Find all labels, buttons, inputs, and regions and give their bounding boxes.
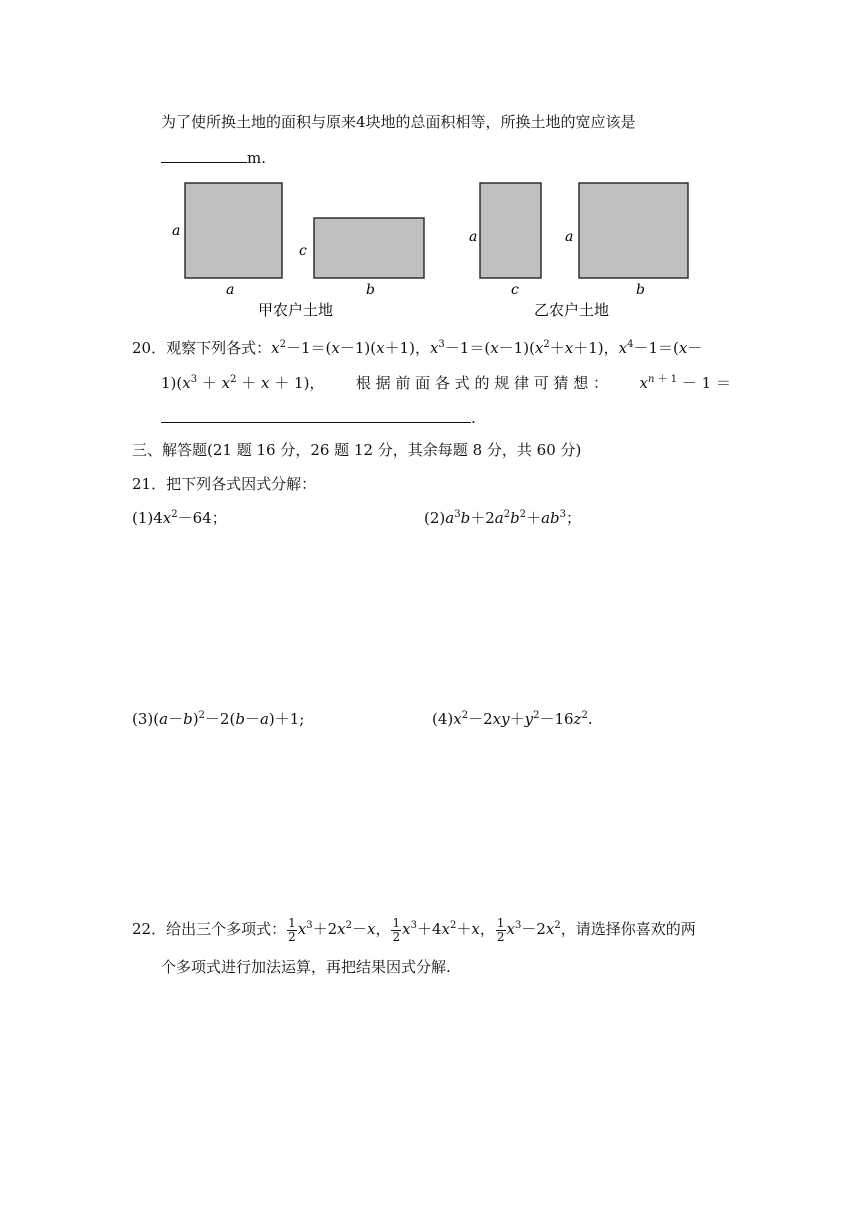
q21-part2-label: (2) — [424, 509, 446, 527]
jia-caption: 甲农户土地 — [258, 301, 334, 319]
jia-square-left-label: a — [172, 223, 181, 239]
section3-title: 三、解答题(21 题 16 分，26 题 12 分，其余每题 8 分，共 60 分) — [132, 441, 582, 459]
jia-rect — [314, 218, 424, 278]
q21-part1-label: (1) — [132, 509, 154, 527]
q20-number: 20． — [132, 339, 167, 357]
q19-answer-blank[interactable] — [161, 148, 247, 163]
q20-line2 — [161, 373, 731, 393]
q22-line2: 个多项式进行加法运算，再把结果因式分解. — [161, 958, 451, 976]
q21-part3: $(3)(a-b)^2-2(b-a)+1$; — [132, 710, 305, 728]
q22-number: 22． — [132, 920, 167, 938]
q21-part3-label: (3) — [132, 710, 154, 728]
q20-line1 — [132, 338, 702, 358]
jia-square — [185, 183, 282, 278]
yi-caption: 乙农户土地 — [534, 301, 610, 319]
q22-poly-2: $\frac{1}{2}$ $x^3+4x^2+x$， — [392, 915, 495, 944]
q19-text: 为了使所换土地的面积与原来4块地的总面积相等，所换土地的宽应该是 — [161, 113, 636, 131]
yi-rect1-left-label: a — [469, 229, 478, 245]
q21-number: 21． — [132, 475, 167, 493]
q19-unit: m. — [247, 149, 266, 167]
q21-part4: $(4)x^2-2xy+y^2-16z^2$. — [432, 710, 593, 728]
jia-square-bottom-label: a — [226, 282, 235, 298]
q22-tail: ，请选择你喜欢的两 — [560, 920, 696, 938]
jia-rect-left-label: c — [299, 243, 307, 259]
land-figure — [160, 175, 720, 323]
q20-formula-1: $x^2-1=(x-1)(x+1)$，$x^3-1=(x-1)(x^2+x+1)$，$x^4-1=(x-$ — [271, 339, 703, 357]
q22-intro: 给出三个多项式： — [166, 920, 287, 938]
q21-stem — [132, 474, 316, 494]
q20-guess-text: 根 据 前 面 各 式 的 规 律 可 猜 想 ： — [355, 374, 609, 392]
yi-rect1-bottom-label: c — [511, 282, 519, 298]
q19-line1 — [161, 112, 636, 132]
q20-formula-3: $x^{n + 1} - 1$ ＝ — [639, 374, 731, 392]
q22-poly-1: $\frac{1}{2}$ $x^3+2x^2-x$， — [288, 915, 391, 944]
yi-rect-2 — [579, 183, 688, 278]
jia-rect-bottom-label: b — [366, 282, 375, 298]
yi-rect2-bottom-label: b — [636, 282, 645, 298]
q21-part2: $(2)a^3b+2a^2b^2+ab^3$； — [424, 509, 581, 527]
q21-text: 把下列各式因式分解： — [166, 475, 317, 493]
q21-part4-label: (4) — [432, 710, 454, 728]
q20-intro: 观察下列各式： — [166, 339, 272, 357]
q22-poly-3: $\frac{1}{2}$ $x^3-2x^2$ — [496, 915, 561, 944]
q19-line2 — [161, 148, 266, 168]
q20-formula-2: $1)(x^3 + x^2 + x + 1)$， — [161, 374, 325, 392]
q22-line1 — [132, 914, 696, 944]
yi-rect2-left-label: a — [565, 229, 574, 245]
q21-part1: $(1)4x^2-64$； — [132, 509, 227, 527]
q20-line3: . — [161, 408, 476, 428]
yi-rect-1 — [480, 183, 541, 278]
q20-answer-blank[interactable] — [161, 408, 471, 423]
